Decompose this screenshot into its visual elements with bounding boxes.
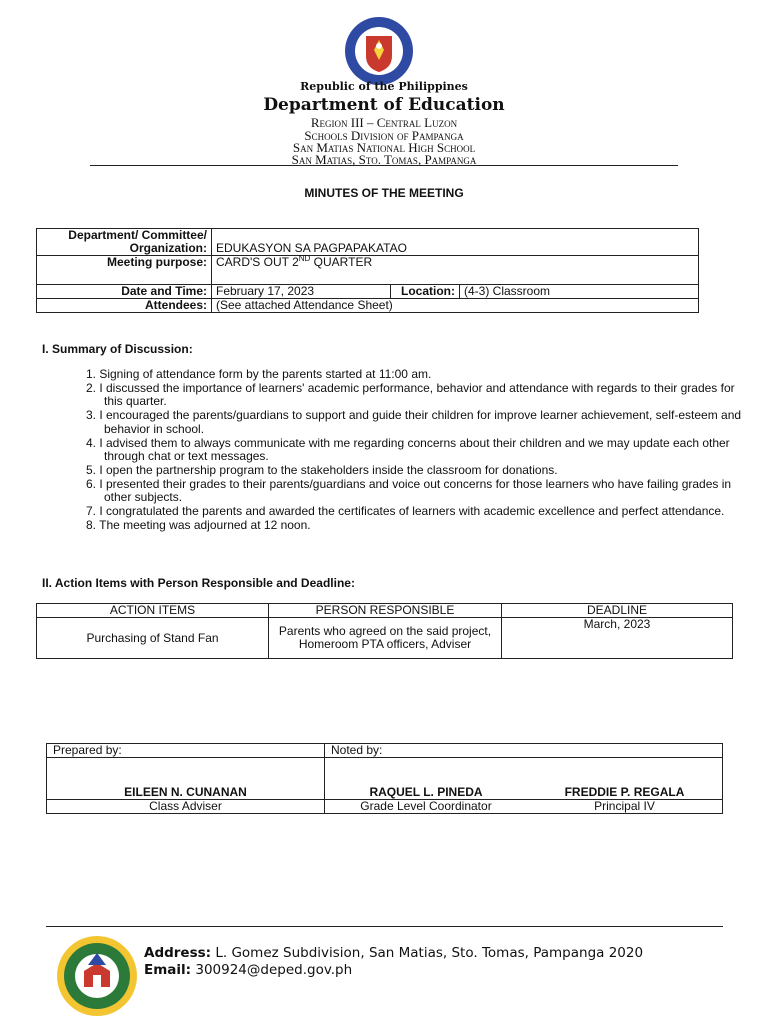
signatory-role-coordinator: Grade Level Coordinator	[325, 800, 528, 814]
summary-heading: I. Summary of Discussion:	[42, 342, 193, 356]
header-school: San Matias National High School	[292, 140, 476, 155]
footer-email	[144, 962, 352, 978]
action-items-table	[36, 603, 733, 659]
prepared-by-label: Prepared by:	[47, 744, 325, 758]
dept-value: EDUKASYON SA PAGPAPAKATAO	[212, 229, 699, 256]
purpose-value-end: QUARTER	[310, 255, 373, 269]
dept-label-line-1: Department/ Committee/	[68, 228, 207, 242]
header-divider	[90, 165, 678, 166]
attendees-value: (See attached Attendance Sheet)	[212, 299, 699, 313]
header-region: Region III – Central Luzon	[310, 115, 458, 130]
header-department: Department of Education	[263, 95, 505, 115]
list-item: 8. The meeting was adjourned at 12 noon.	[86, 517, 311, 532]
dept-label-line-2: Organization:	[129, 241, 207, 255]
purpose-value-sup: ND	[298, 254, 311, 263]
col-header-action-items: ACTION ITEMS	[37, 604, 269, 618]
person-responsible-cell: Parents who agreed on the said project, Homeroom PTA officers, Adviser	[269, 618, 502, 659]
list-item: 4. I advised them to always communicate with me regarding concerns about their children and we may update each other through chat or text messages.	[86, 435, 730, 464]
list-item: 3. I encouraged the parents/guardians to support and guide their children for improve learner achievement, self-esteem and behavior in school.	[86, 408, 742, 436]
signature-table	[46, 743, 723, 814]
list-item: 7. I congratulated the parents and awarded the certificates of learners with academic excellence and perfect attendance.	[86, 504, 725, 519]
date-label: Date and Time:	[37, 285, 212, 299]
list-item: 2. I discussed the importance of learners' academic performance, behavior and attendance with regards to their grades for this quarter.	[86, 380, 735, 409]
signatory-role-principal: Principal IV	[527, 800, 723, 814]
footer-address	[144, 945, 643, 961]
footer-email-label: Email:	[144, 962, 192, 978]
purpose-label: Meeting purpose:	[37, 256, 212, 285]
page-title: MINUTES OF THE MEETING	[304, 186, 464, 200]
location-value: (4-3) Classroom	[460, 285, 699, 299]
col-header-person-responsible: PERSON RESPONSIBLE	[269, 604, 502, 618]
deadline-cell: March, 2023	[502, 618, 733, 659]
signatory-name-coordinator: RAQUEL L. PINEDA	[325, 758, 528, 800]
footer-address-value: L. Gomez Subdivision, San Matias, Sto. Tomas, Pampanga 2020	[211, 945, 644, 961]
attendees-label: Attendees:	[37, 299, 212, 313]
footer-address-label: Address:	[144, 945, 212, 961]
actions-heading: II. Action Items with Person Responsible and Deadline:	[42, 576, 355, 590]
signatory-name-adviser: EILEEN N. CUNANAN	[47, 758, 325, 800]
footer-email-value: 300924@deped.gov.ph	[191, 962, 353, 978]
meeting-info-table	[36, 228, 699, 313]
purpose-value-main: CARD'S OUT 2	[216, 255, 299, 269]
header-republic: Republic of the Philippines	[300, 80, 468, 93]
date-value: February 17, 2023	[212, 285, 391, 299]
signatory-name-principal: FREDDIE P. REGALA	[527, 758, 723, 800]
table-row	[37, 618, 733, 659]
footer-divider	[46, 926, 723, 927]
list-item: 5. I open the partnership program to the stakeholders inside the classroom for donations.	[86, 462, 558, 477]
purpose-value	[212, 256, 699, 285]
noted-by-label: Noted by:	[325, 744, 723, 758]
col-header-deadline: DEADLINE	[502, 604, 733, 618]
location-label: Location:	[391, 285, 460, 299]
action-item-cell: Purchasing of Stand Fan	[37, 618, 269, 659]
header-division: Schools Division of Pampanga	[304, 128, 464, 143]
school-seal-icon	[56, 935, 138, 1017]
list-item: 6. I presented their grades to their parents/guardians and voice out concerns for those learners who have failing grades in other subjects.	[86, 476, 732, 505]
dept-label	[37, 229, 212, 256]
list-item: 1. Signing of attendance form by the parents started at 11:00 am.	[86, 367, 432, 381]
summary-list	[86, 368, 746, 532]
signatory-role-adviser: Class Adviser	[47, 800, 325, 814]
deped-seal-icon	[344, 16, 414, 86]
header-address: San Matias, Sto. Tomas, Pampanga	[291, 152, 477, 167]
